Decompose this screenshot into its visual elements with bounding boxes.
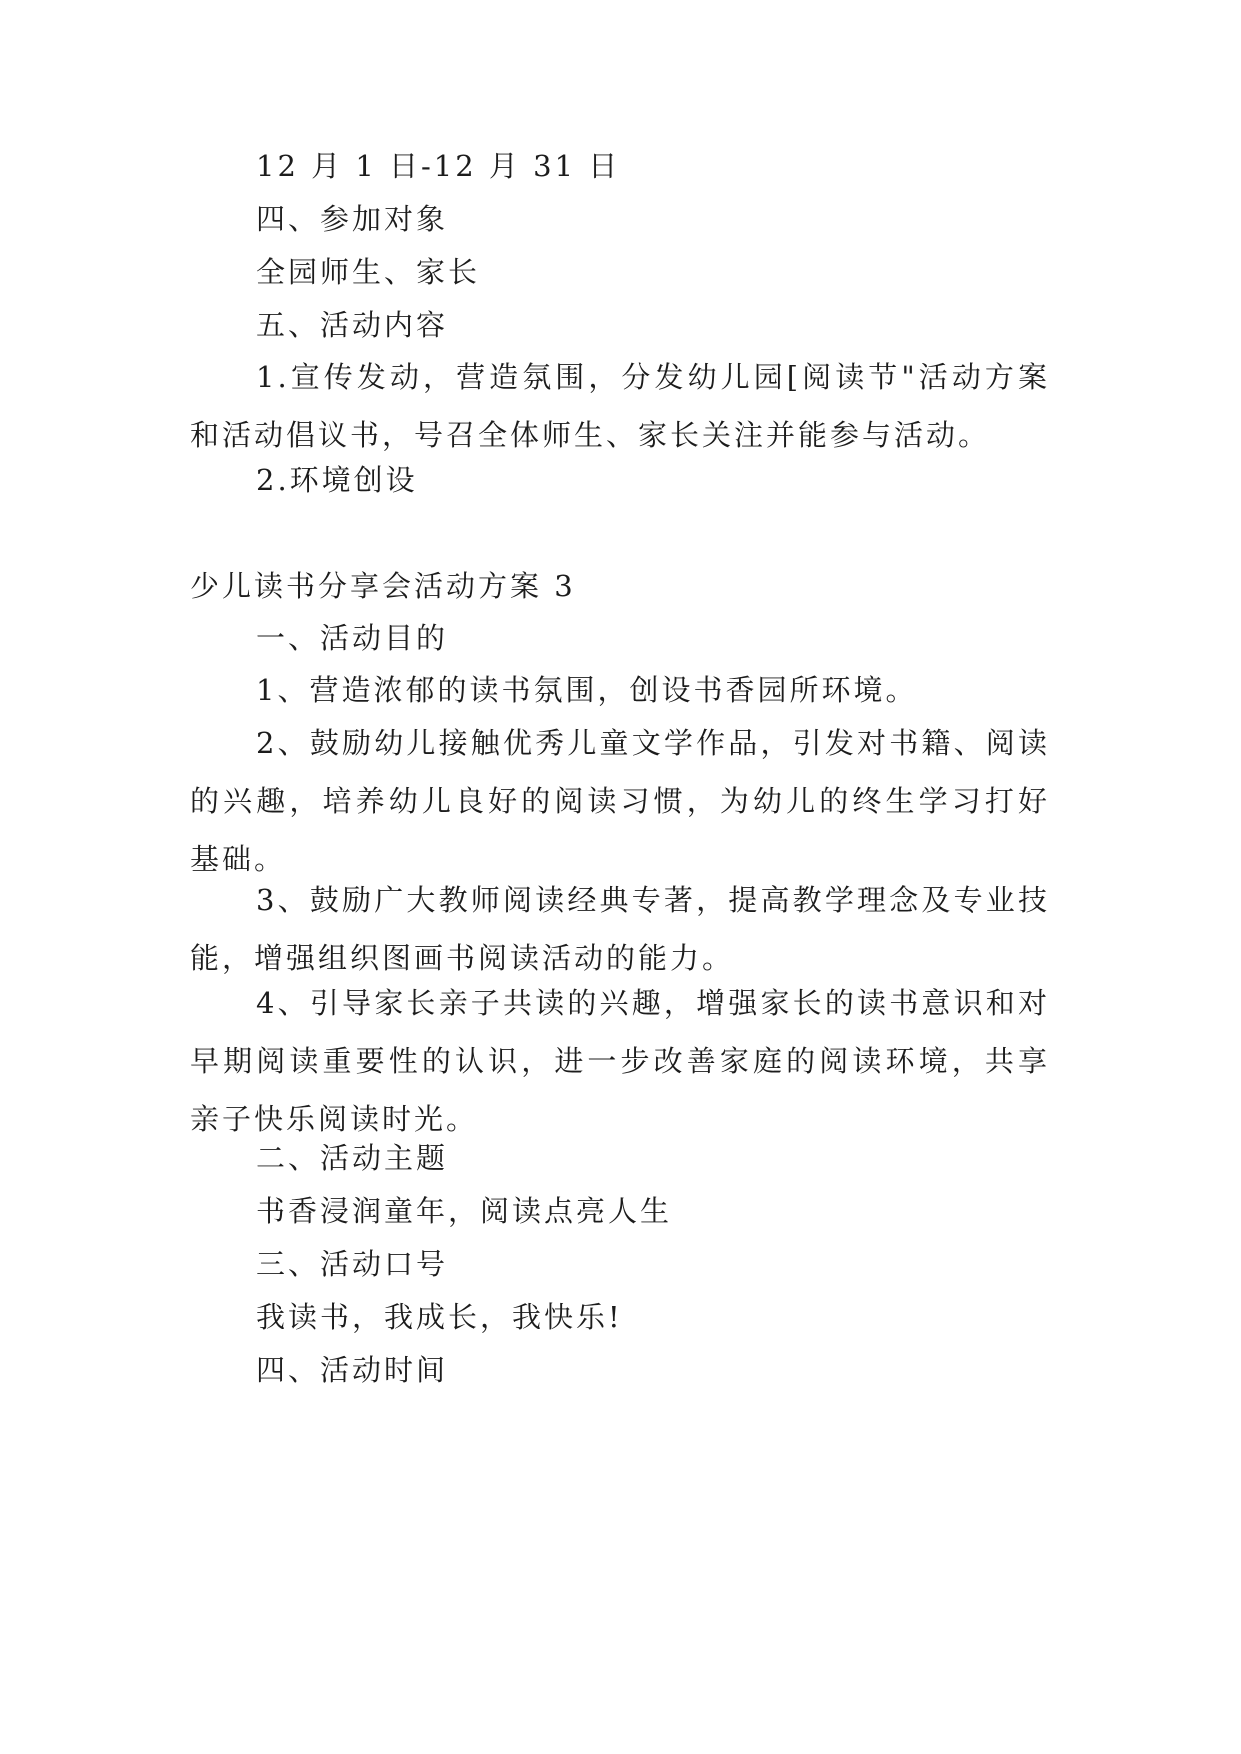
- goal-heading: 一、活动目的: [256, 621, 449, 655]
- content-item-1: 1.宣传发动，营造氛围，分发幼儿园[阅读节"活动方案和活动倡议书，号召全体师生、家长关注并能参与活动。: [190, 360, 1050, 452]
- goal-item-3: 3、鼓励广大教师阅读经典专著，提高教学理念及专业技能，增强组织图画书阅读活动的能力。: [190, 883, 1050, 975]
- time-heading: 四、活动时间: [256, 1353, 449, 1387]
- date-range: 12 月 1 日-12 月 31 日: [256, 149, 621, 183]
- section-title: 少儿读书分享会活动方案 3: [190, 569, 576, 603]
- theme-text: 书香浸润童年，阅读点亮人生: [256, 1194, 673, 1228]
- goal-item-4: 4、引导家长亲子共读的兴趣，增强家长的读书意识和对早期阅读重要性的认识，进一步改善家庭的阅读环境，共享亲子快乐阅读时光。: [190, 986, 1050, 1136]
- participants-heading: 四、参加对象: [256, 202, 449, 236]
- goal-item-2: 2、鼓励幼儿接触优秀儿童文学作品，引发对书籍、阅读的兴趣，培养幼儿良好的阅读习惯，为幼儿的终生学习打好基础。: [190, 726, 1050, 876]
- slogan-heading: 三、活动口号: [256, 1247, 449, 1281]
- theme-heading: 二、活动主题: [256, 1141, 449, 1175]
- goal-item-1: 1、营造浓郁的读书氛围，创设书香园所环境。: [256, 673, 918, 707]
- slogan-text: 我读书，我成长，我快乐!: [256, 1300, 623, 1334]
- participants-text: 全园师生、家长: [256, 255, 481, 289]
- content-item-2: 2.环境创设: [256, 463, 418, 497]
- content-heading: 五、活动内容: [256, 308, 449, 342]
